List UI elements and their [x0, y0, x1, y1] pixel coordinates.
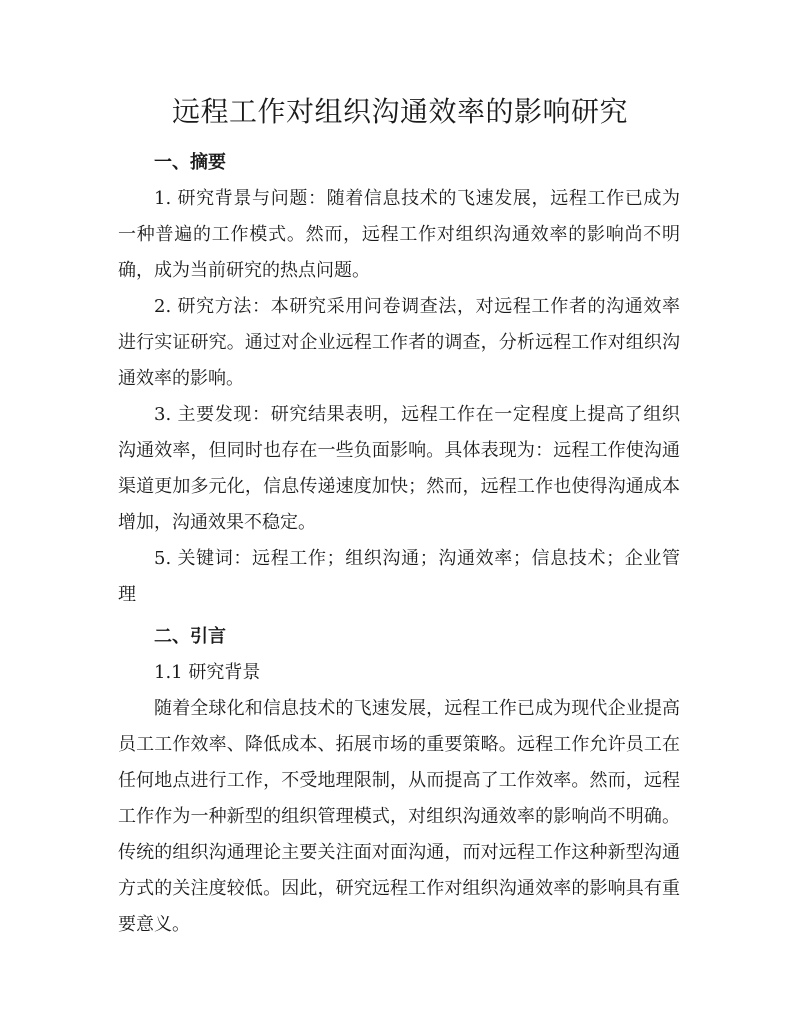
document-body [118, 145, 680, 943]
abstract-item-keywords: 5. 关键词：远程工作；组织沟通；沟通效率；信息技术；企业管理 [118, 548, 680, 605]
abstract-item-method: 2. 研究方法：本研究采用问卷调查法，对远程工作者的沟通效率进行实证研究。通过对企业远程工作者的调查，分析远程工作对组织沟通效率的影响。 [118, 296, 680, 389]
abstract-heading: 一、摘要 [154, 152, 226, 173]
abstract-item-background: 1. 研究背景与问题：随着信息技术的飞速发展，远程工作已成为一种普遍的工作模式。然而，远程工作对组织沟通效率的影响尚不明确，成为当前研究的热点问题。 [118, 188, 680, 281]
research-background-subheading: 1.1 研究背景 [154, 662, 261, 683]
abstract-item-findings: 3. 主要发现：研究结果表明，远程工作在一定程度上提高了组织沟通效率，但同时也存在一些负面影响。具体表现为：远程工作使沟通渠道更加多元化，信息传递速度加快；然而，远程工作也使得沟通成本增加，沟通效果不稳定。 [118, 404, 680, 533]
introduction-paragraph: 随着全球化和信息技术的飞速发展，远程工作已成为现代企业提高员工工作效率、降低成本、拓展市场的重要策略。远程工作允许员工在任何地点进行工作，不受地理限制，从而提高了工作效率。然而，远程工作作为一种新型的组织管理模式，对组织沟通效率的影响尚不明确。传统的组织沟通理论主要关注面对面沟通，而对远程工作这种新型沟通方式的关注度较低。因此，研究远程工作对组织沟通效率的影响具有重要意义。 [118, 698, 680, 935]
introduction-heading: 二、引言 [154, 626, 226, 647]
document-title: 远程工作对组织沟通效率的影响研究 [171, 95, 628, 128]
